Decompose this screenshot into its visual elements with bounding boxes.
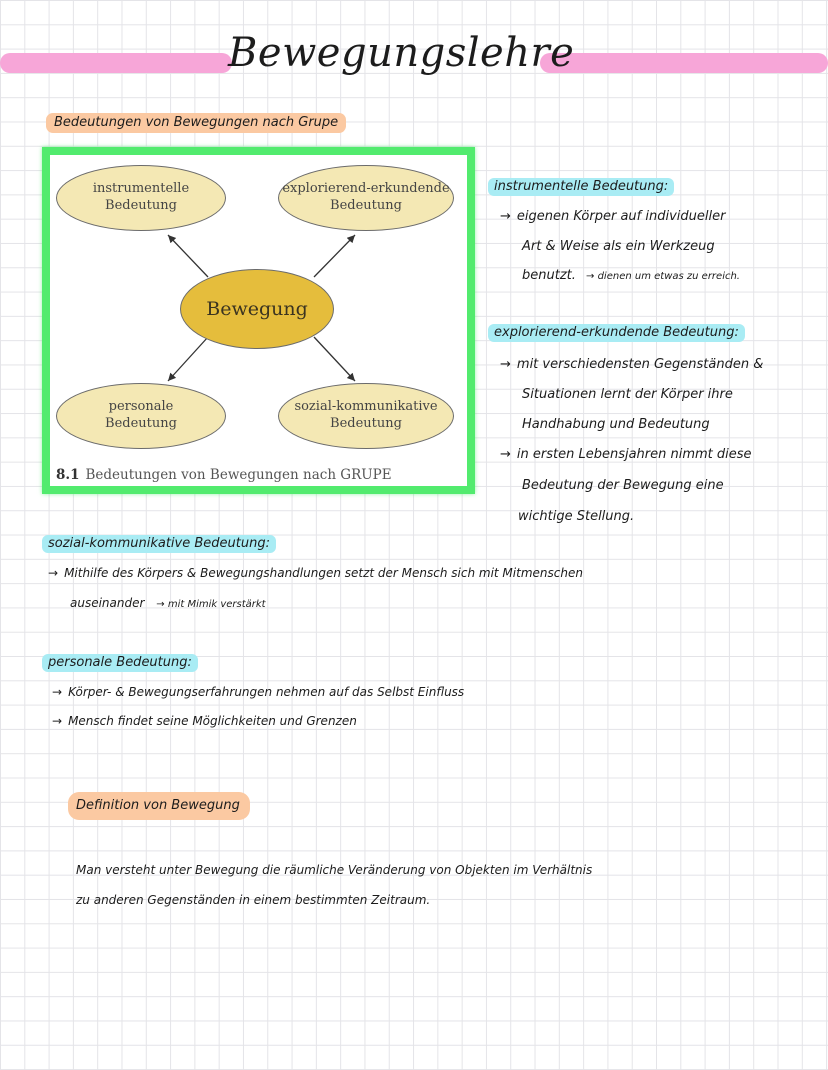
diagram-caption: 8.1 Bedeutungen von Bewegungen nach GRUPE <box>56 467 392 483</box>
instrumental-note: → dienen um etwas zu erreich. <box>586 271 740 282</box>
arrow-icon: → <box>500 447 511 462</box>
personal-item-2: → Mensch findet seine Möglichkeiten und Grenzen <box>52 714 357 728</box>
personal-item-1: → Körper- & Bewegungserfahrungen nehmen auf das Selbst Einfluss <box>52 685 465 699</box>
arrow-icon: → <box>52 714 63 728</box>
arrow-icon: → <box>500 357 511 372</box>
node-instrumental: instrumentelle Bedeutung <box>56 165 226 231</box>
arrow-icon: → <box>500 209 511 224</box>
definition-heading: Definition von Bewegung <box>68 799 250 812</box>
definition-line-1: Man versteht unter Bewegung die räumliche Veränderung von Objekten im Verhältnis <box>76 863 593 877</box>
exploring-line-5: Bedeutung der Bewegung eine <box>522 478 724 493</box>
title-highlight-right <box>540 53 828 73</box>
exploring-line-3: Handhabung und Bedeutung <box>522 417 710 432</box>
section-subtitle <box>46 116 346 129</box>
exploring-heading: explorierend-erkundende Bedeutung: <box>488 326 745 339</box>
node-center-movement: Bewegung <box>180 269 334 349</box>
instrumental-heading: instrumentelle Bedeutung: <box>488 180 674 193</box>
exploring-line-2: Situationen lernt der Körper ihre <box>522 387 733 402</box>
exploring-line-1: → mit verschiedensten Gegenständen & <box>500 357 764 372</box>
node-exploring: explorierend-erkundende Bedeutung <box>278 165 454 231</box>
instrumental-line-3: benutzt. → dienen um etwas zu erreich. <box>522 268 740 283</box>
exploring-line-6: wichtige Stellung. <box>518 509 635 524</box>
subtitle-text: Bedeutungen von Bewegungen nach Grupe <box>46 113 346 133</box>
instrumental-line-2: Art & Weise als ein Werkzeug <box>522 239 715 254</box>
social-heading: sozial-kommunikative Bedeutung: <box>42 537 276 550</box>
social-line-2: auseinander → mit Mimik verstärkt <box>70 596 266 610</box>
node-social: sozial-kommunikative Bedeutung <box>278 383 454 449</box>
title-highlight-left <box>0 53 232 73</box>
exploring-line-4: → in ersten Lebensjahren nimmt diese <box>500 447 752 462</box>
meaning-diagram <box>42 147 475 494</box>
instrumental-line-1: → eigenen Körper auf individueller <box>500 209 726 224</box>
node-personal: personale Bedeutung <box>56 383 226 449</box>
page-title: Bewegungslehre <box>228 30 575 76</box>
social-note: → mit Mimik verstärkt <box>156 599 266 610</box>
definition-line-2: zu anderen Gegenständen in einem bestimmten Zeitraum. <box>76 893 431 907</box>
arrow-icon: → <box>48 566 59 580</box>
arrow-icon: → <box>52 685 63 699</box>
social-line-1: → Mithilfe des Körpers & Bewegungshandlungen setzt der Mensch sich mit Mitmenschen <box>48 566 583 580</box>
personal-heading: personale Bedeutung: <box>42 656 198 669</box>
